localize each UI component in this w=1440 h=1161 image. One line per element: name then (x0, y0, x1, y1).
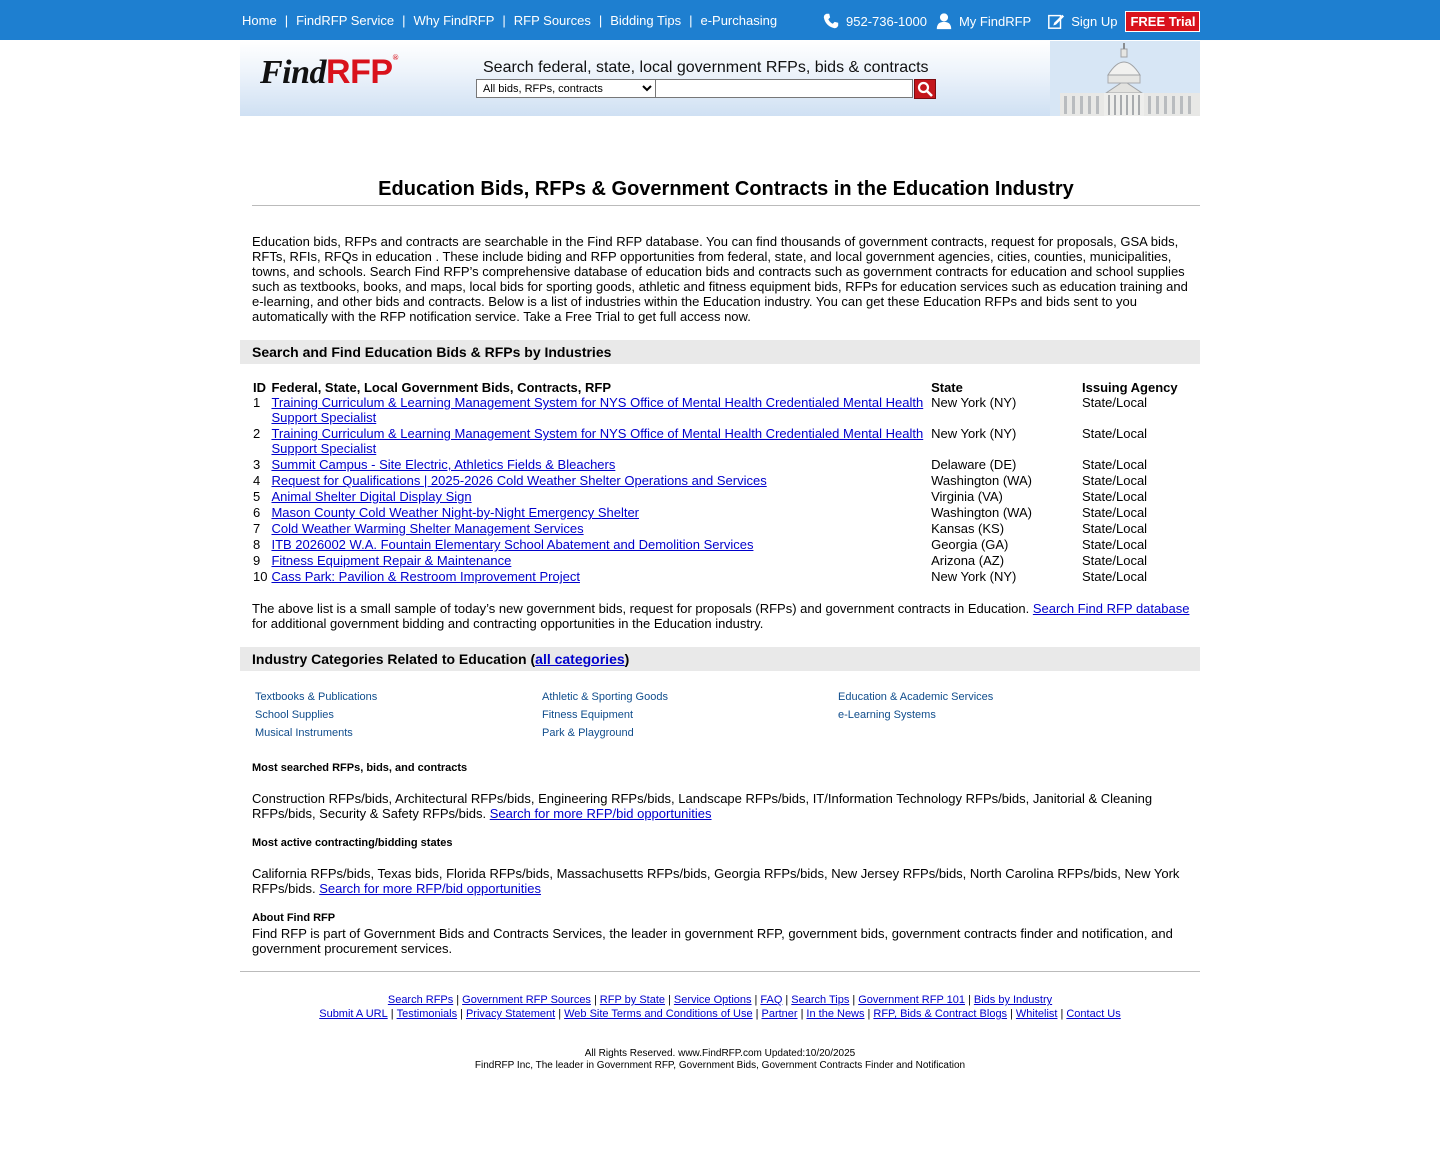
bid-title-link[interactable]: Summit Campus - Site Electric, Athletics Fields & Bleachers (271, 457, 616, 472)
row-agency: State/Local (1082, 569, 1148, 584)
row-id: 8 (253, 537, 261, 552)
category-musical-instruments[interactable]: Musical Instruments (255, 727, 353, 739)
row-state: Georgia (GA) (931, 537, 1009, 552)
most-active-text: California RFPs/bids, Texas bids, Florida RFPs/bids, Massachusetts RFPs/bids, Georgia RFPs/bids, New Jersey RFPs/bids, North Carolina RFPs/bids, New York RFPs/bids. Search for more RFP/bid opportunities (252, 866, 1180, 896)
category-school-supplies[interactable]: School Supplies (255, 709, 334, 721)
footer-link[interactable]: Contact Us (1066, 1008, 1121, 1020)
nav-findrfp-service[interactable]: FindRFP Service (296, 13, 395, 28)
row-agency: State/Local (1082, 505, 1148, 520)
footer-link[interactable]: Search Tips (791, 994, 850, 1006)
about-heading: About Find RFP (252, 912, 336, 924)
copyright-notice: All Rights Reserved. www.FindRFP.com Updated:10/20/2025 (584, 1048, 856, 1059)
row-title-cell (269, 473, 929, 489)
footer-separator: | (558, 1008, 562, 1020)
more-opportunities-link-1[interactable]: Search for more RFP/bid opportunities (489, 806, 712, 821)
row-agency: State/Local (1082, 473, 1148, 488)
bids-table-body (251, 395, 1200, 585)
all-categories-link[interactable]: all categories (535, 651, 625, 667)
row-id: 1 (253, 395, 261, 410)
footer-link[interactable]: Submit A URL (319, 1008, 388, 1020)
footer-separator: | (1010, 1008, 1013, 1020)
row-state: Washington (WA) (931, 473, 1032, 488)
nav-why-findrfp[interactable]: Why FindRFP (413, 13, 495, 28)
footer-link[interactable]: In the News (806, 1008, 865, 1020)
footer-links-row-2 (240, 1007, 1200, 1021)
nav-bidding-tips[interactable]: Bidding Tips (610, 13, 682, 28)
col-id: ID (253, 380, 266, 395)
top-nav-bar (0, 0, 1440, 40)
footer-separator: | (968, 994, 971, 1006)
search-tagline: Search federal, state, local government RFPs, bids & contracts (483, 59, 929, 76)
footer-link[interactable]: FAQ (760, 994, 783, 1006)
row-agency: State/Local (1082, 489, 1148, 504)
col-state: State (931, 380, 963, 395)
search-icon (917, 81, 933, 97)
footer-link[interactable]: RFP by State (599, 994, 666, 1006)
bid-title-link[interactable]: Training Curriculum & Learning Management System for NYS Office of Mental Health Credentialed Mental Health Support Specialist (271, 395, 924, 425)
user-icon (935, 12, 953, 30)
industries-section-heading: Search and Find Education Bids & RFPs by Industries (240, 340, 1200, 364)
footer-separator: | (460, 1008, 463, 1020)
row-state: Washington (WA) (931, 505, 1032, 520)
footer-separator: | (1060, 1008, 1064, 1020)
row-id: 4 (253, 473, 261, 488)
category-park-playground[interactable]: Park & Playground (542, 727, 634, 739)
category-athletic-sporting-goods[interactable]: Athletic & Sporting Goods (542, 691, 668, 703)
row-title-cell (269, 457, 929, 473)
footer-link[interactable]: Government RFP 101 (858, 994, 966, 1006)
footer-link[interactable]: Testimonials (396, 1008, 458, 1020)
row-id: 6 (253, 505, 261, 520)
bid-title-link[interactable]: Cass Park: Pavilion & Restroom Improvement Project (271, 569, 580, 584)
search-button[interactable] (914, 79, 936, 99)
most-active-heading: Most active contracting/bidding states (252, 837, 453, 849)
footer-link[interactable]: Partner (761, 1008, 798, 1020)
table-row (251, 473, 1200, 489)
table-row (251, 426, 1200, 457)
row-agency: State/Local (1082, 521, 1148, 536)
footer-separator: | (852, 994, 856, 1006)
row-state: Virginia (VA) (931, 489, 1003, 504)
bid-title-link[interactable]: ITB 2026002 W.A. Fountain Elementary School Abatement and Demolition Services (271, 537, 754, 552)
my-findrfp-link[interactable]: My FindRFP (958, 13, 1032, 29)
bid-title-link[interactable]: Training Curriculum & Learning Management System for NYS Office of Mental Health Credentialed Mental Health Support Specialist (271, 426, 924, 456)
row-id: 5 (253, 489, 261, 504)
nav-e-purchasing[interactable]: e-Purchasing (700, 13, 778, 28)
footer-divider (240, 971, 1200, 972)
col-agency: Issuing Agency (1082, 380, 1178, 395)
most-searched-heading: Most searched RFPs, bids, and contracts (252, 762, 468, 774)
footer-separator: | (755, 1008, 759, 1020)
footer-link[interactable]: Search RFPs (387, 994, 454, 1006)
row-id: 7 (253, 521, 261, 536)
category-education-academic-services[interactable]: Education & Academic Services (838, 691, 994, 703)
row-state: New York (NY) (931, 426, 1017, 441)
findrfp-logo[interactable]: FindRFP® (260, 53, 399, 91)
row-title-cell (269, 521, 929, 537)
row-title-cell (269, 553, 929, 569)
category-e-learning-systems[interactable]: e-Learning Systems (838, 709, 936, 721)
search-scope-select[interactable] (476, 79, 656, 98)
row-state: Delaware (DE) (931, 457, 1017, 472)
row-id: 10 (253, 569, 268, 584)
table-row (251, 457, 1200, 473)
footer-separator: | (593, 994, 597, 1006)
footer-link[interactable]: Service Options (673, 994, 752, 1006)
footer-link[interactable]: Web Site Terms and Conditions of Use (564, 1008, 753, 1020)
search-input[interactable] (656, 79, 913, 98)
table-row (251, 537, 1200, 553)
table-row (251, 521, 1200, 537)
table-row (251, 489, 1200, 505)
sample-note: The above list is a small sample of today’s new government bids, request for proposals (RFPs) and government contracts in Education. Search Find RFP database for additional government bidding and contracting opportunities in the Education industry. (252, 601, 1190, 631)
category-fitness-equipment[interactable]: Fitness Equipment (542, 709, 634, 721)
row-state: Kansas (KS) (931, 521, 1005, 536)
footer-separator: | (456, 994, 460, 1006)
primary-nav: Home | FindRFP Service | Why FindRFP | RFP Sources | Bidding Tips | e-Purchasing (242, 13, 778, 28)
bid-title-link[interactable]: Cold Weather Warming Shelter Management Services (271, 521, 584, 536)
row-title-cell (269, 505, 929, 521)
bid-title-link[interactable]: Mason County Cold Weather Night-by-Night Emergency Shelter (271, 505, 640, 520)
footer-separator: | (754, 994, 758, 1006)
footer-tagline: FindRFP Inc, The leader in Government RFP, Government Bids, Government Contracts Finder and Notification (474, 1060, 966, 1071)
footer-link[interactable]: Whitelist (1015, 1008, 1058, 1020)
footer-link[interactable]: Bids by Industry (973, 994, 1053, 1006)
category-textbooks-publications[interactable]: Textbooks & Publications (255, 691, 378, 703)
header-banner (240, 41, 1200, 116)
row-title-cell (269, 537, 929, 553)
more-opportunities-link-2[interactable]: Search for more RFP/bid opportunities (319, 881, 542, 896)
bid-title-link[interactable]: Animal Shelter Digital Display Sign (271, 489, 472, 504)
row-title-cell (269, 395, 929, 426)
row-state: New York (NY) (931, 569, 1017, 584)
table-row (251, 505, 1200, 521)
row-id: 9 (253, 553, 261, 568)
bid-title-link[interactable]: Request for Qualifications | 2025-2026 Cold Weather Shelter Operations and Services (271, 473, 767, 488)
row-agency: State/Local (1082, 426, 1148, 441)
table-header-row (251, 380, 1200, 395)
row-title-cell (269, 489, 929, 505)
search-bar (476, 79, 936, 99)
free-trial-button[interactable]: FREE Trial (1125, 11, 1200, 32)
table-row (251, 553, 1200, 569)
footer-link[interactable]: Privacy Statement (465, 1008, 556, 1020)
row-title-cell (269, 426, 929, 457)
row-state: Arizona (AZ) (931, 553, 1005, 568)
table-row (251, 569, 1200, 585)
bid-title-link[interactable]: Fitness Equipment Repair & Maintenance (271, 553, 512, 568)
footer-link[interactable]: RFP, Bids & Contract Blogs (873, 1008, 1008, 1020)
footer-separator: | (785, 994, 789, 1006)
sign-up-link[interactable]: Sign Up (1071, 13, 1118, 29)
capitol-building-image (1050, 41, 1200, 116)
row-agency: State/Local (1082, 395, 1148, 410)
footer-separator: | (867, 1008, 871, 1020)
row-id: 2 (253, 426, 261, 441)
nav-home[interactable]: Home (242, 13, 277, 28)
row-state: New York (NY) (931, 395, 1017, 410)
table-row (251, 395, 1200, 426)
footer-separator: | (800, 1008, 804, 1020)
search-database-link[interactable]: Search Find RFP database (1032, 601, 1190, 616)
intro-paragraph: Education bids, RFPs and contracts are searchable in the Find RFP database. You can find thousands of government contracts, request for proposals, GSA bids, RFTs, RFIs, RFQs in education . These include biding and RFP opportunities from federal, state, and local government agencies, cities, counties, municipalities, towns, and schools. Search Find RFP’s comprehensive database of education bids and contracts such as government contracts for education and school supplies such as textbooks, books, and maps, local bids for sporting goods, athletic and fitness equipment bids, RFPs for education services such as education training and e-learning, and other bids and contracts. Below is a list of industries within the Education industry. You can get these Education RFPs and bids sent to you automatically with the RFP notification service. Take a Free Trial to get full access now. (252, 234, 1188, 324)
categories-section-heading: Industry Categories Related to Education (all categories) (240, 647, 1200, 671)
about-text: Find RFP is part of Government Bids and Contracts Services, the leader in government RFP, government bids, government contracts finder and notification, and government procurement services. (252, 926, 1173, 956)
footer-links-row-1 (240, 993, 1200, 1007)
col-title: Federal, State, Local Government Bids, Contracts, RFP (271, 380, 611, 395)
account-nav (822, 10, 1200, 32)
edit-icon (1047, 12, 1065, 30)
bids-table (251, 380, 1200, 585)
footer-separator: | (390, 1008, 394, 1020)
footer-separator: | (668, 994, 671, 1006)
row-id: 3 (253, 457, 261, 472)
most-searched-text: Construction RFPs/bids, Architectural RFPs/bids, Engineering RFPs/bids, Landscape RFPs/bids, IT/Information Technology RFPs/bids, Janitorial & Cleaning RFPs/bids, Security & Safety RFPs/bids. Search for more RFP/bid opportunities (252, 791, 1153, 821)
nav-rfp-sources[interactable]: RFP Sources (513, 13, 591, 28)
footer-link[interactable]: Government RFP Sources (462, 994, 591, 1006)
page-title: Education Bids, RFPs & Government Contracts in the Education Industry (252, 178, 1200, 206)
row-agency: State/Local (1082, 537, 1148, 552)
row-title-cell (269, 569, 929, 585)
phone-icon (822, 12, 840, 30)
row-agency: State/Local (1082, 457, 1148, 472)
phone-number[interactable]: 952-736-1000 (846, 13, 927, 29)
row-agency: State/Local (1082, 553, 1148, 568)
